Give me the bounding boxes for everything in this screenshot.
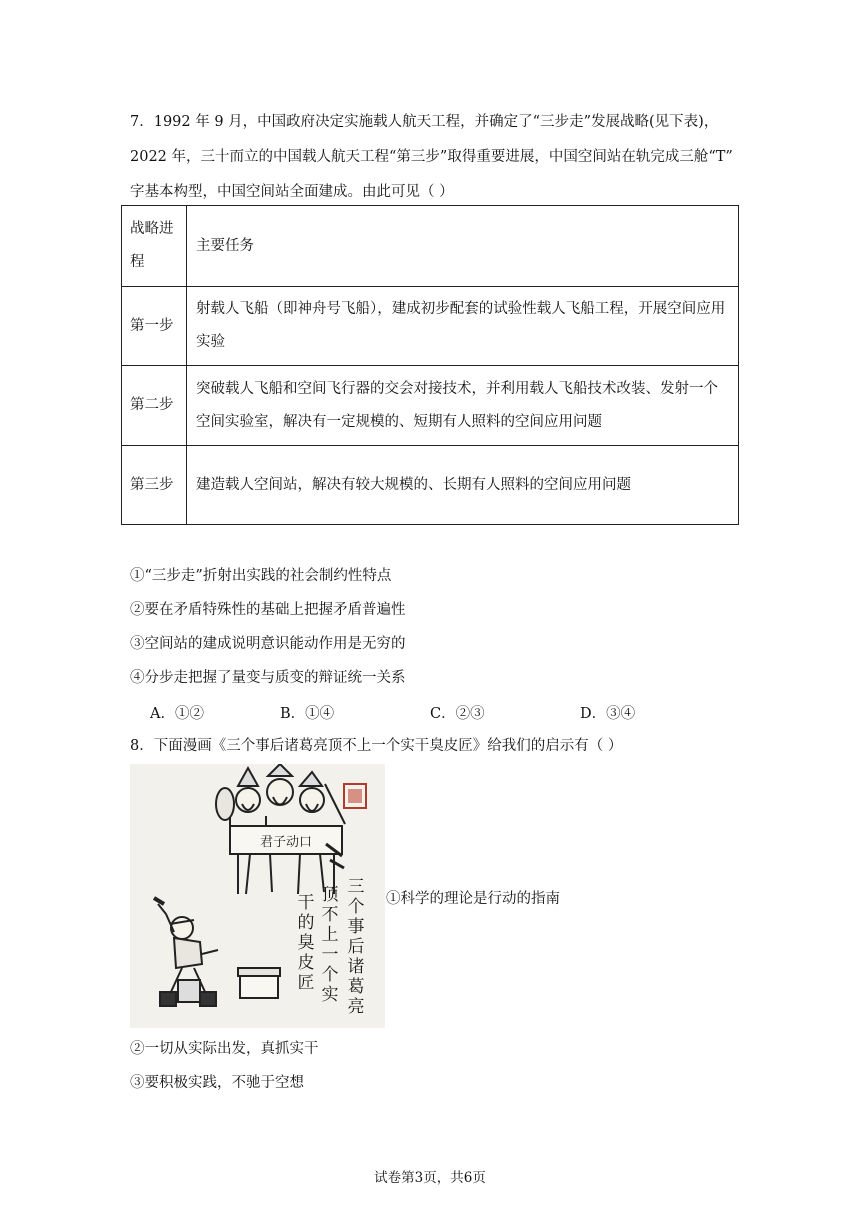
calligraphy-char: 亮 <box>347 997 365 1017</box>
calligraphy-char: 后 <box>347 937 365 957</box>
q7-stem-line-3: 字基本构型，中国空间站全面建成。由此可见（ ） <box>130 184 454 200</box>
option-d[interactable]: D．③④ <box>580 706 636 722</box>
table-row <box>122 366 739 446</box>
row-task: 建造载人空间站，解决有较大规模的、长期有人照料的空间应用问题 <box>187 446 739 525</box>
calligraphy-char: 事 <box>347 917 365 937</box>
row-stage: 第二步 <box>122 366 187 446</box>
q7-statement-3: ③空间站的建成说明意识能动作用是无穷的 <box>130 636 406 652</box>
calligraphy-char: 顶 <box>321 885 339 905</box>
q8-statement-1: ①科学的理论是行动的指南 <box>386 891 560 907</box>
calligraphy-char: 臭 <box>297 933 315 953</box>
calligraphy-char: 个 <box>347 897 365 917</box>
calligraphy-char: 诸 <box>347 957 365 977</box>
calligraphy-char: 的 <box>297 913 315 933</box>
calligraphy-char: 上 <box>321 925 339 945</box>
table-header-row <box>122 206 739 287</box>
calligraphy-char: 匠 <box>297 973 315 993</box>
calligraphy-char: 三 <box>347 877 365 897</box>
row-task: 突破载人飞船和空间飞行器的交会对接技术，并利用载人飞船技术改装、发射一个空间实验室，解决有一定规模的、短期有人照料的空间应用问题 <box>187 366 739 446</box>
q7-statement-2: ②要在矛盾特殊性的基础上把握矛盾普遍性 <box>130 602 406 618</box>
q8-stem: 8．下面漫画《三个事后诸葛亮顶不上一个实干臭皮匠》给我们的启示有（ ） <box>130 738 623 754</box>
q7-stem-line-2: 2022 年，三十而立的中国载人航天工程“第三步”取得重要进展，中国空间站在轨完成三舱“T” <box>130 149 733 165</box>
table-row <box>122 287 739 366</box>
row-stage: 第一步 <box>122 287 187 366</box>
sign-board-text: 君子动口 <box>259 835 313 850</box>
calligraphy-char: 不 <box>321 905 339 925</box>
calligraphy-char: 葛 <box>347 977 365 997</box>
header-task: 主要任务 <box>187 206 739 287</box>
option-a[interactable]: A．①② <box>150 706 204 722</box>
q7-stem-line-1: 7．1992 年 9 月，中国政府决定实施载人航天工程，并确定了“三步走”发展战略(见下表)， <box>130 114 719 130</box>
option-c[interactable]: C．②③ <box>430 706 485 722</box>
header-stage: 战略进程 <box>122 206 187 287</box>
calligraphy-char: 个 <box>321 965 339 985</box>
q7-statement-4: ④分步走把握了量变与质变的辩证统一关系 <box>130 670 406 686</box>
page-footer: 试卷第3页，共6页 <box>374 1170 486 1186</box>
row-stage: 第三步 <box>122 446 187 525</box>
option-b[interactable]: B．①④ <box>280 706 335 722</box>
q8-statement-3: ③要积极实践，不驰于空想 <box>130 1075 304 1091</box>
table-row <box>122 446 739 525</box>
calligraphy-char: 实 <box>321 985 339 1005</box>
row-task: 射载人飞船（即神舟号飞船），建成初步配套的试验性载人飞船工程，开展空间应用实验 <box>187 287 739 366</box>
q7-statement-1: ①“三步走”折射出实践的社会制约性特点 <box>130 568 392 584</box>
strategy-table <box>121 205 739 525</box>
calligraphy-char: 一 <box>321 945 339 965</box>
calligraphy-char: 皮 <box>297 953 315 973</box>
cartoon-image <box>130 764 385 1028</box>
q8-statement-2: ②一切从实际出发，真抓实干 <box>130 1041 319 1057</box>
calligraphy-char: 干 <box>297 893 315 913</box>
